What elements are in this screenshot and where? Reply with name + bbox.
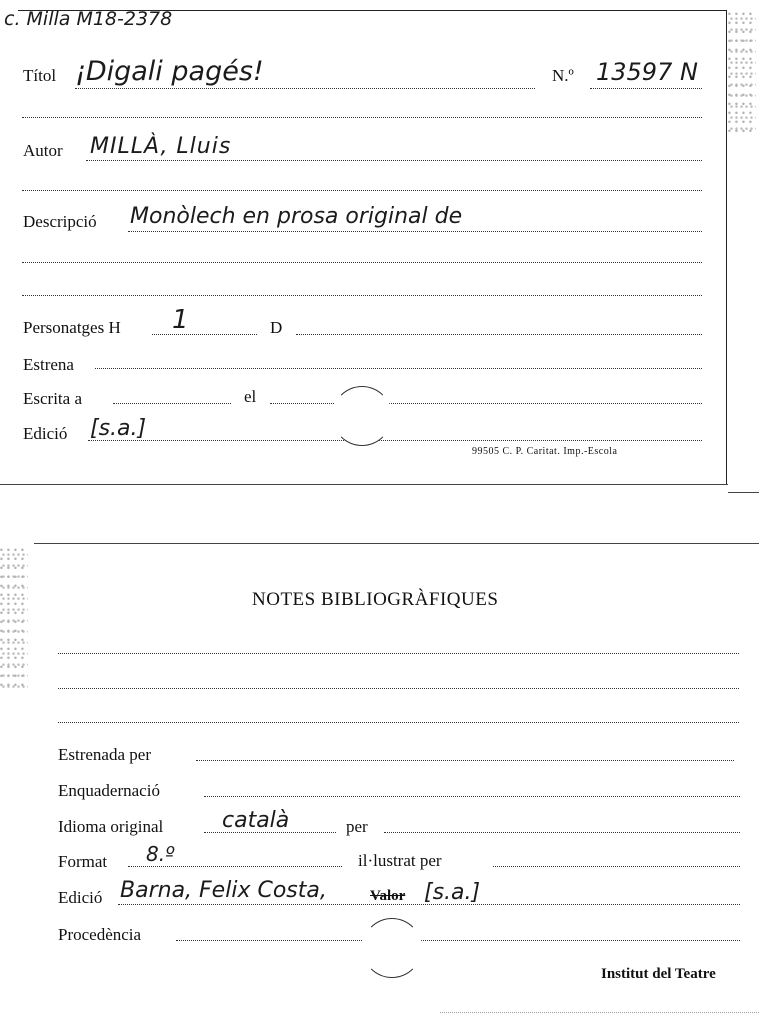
- edicio2-label: Edició: [58, 888, 103, 907]
- blank-line-1: [22, 117, 702, 118]
- blank-line-4: [22, 295, 702, 296]
- scan-noise-right: [728, 12, 756, 132]
- punch-hole-top: [332, 386, 392, 446]
- titol-line: [75, 88, 535, 89]
- per-line: [384, 832, 740, 833]
- escrita-a-line: [113, 403, 231, 404]
- edicio-line: [88, 440, 702, 441]
- card-bottom-trace: [440, 1012, 759, 1013]
- notes-line-3: [58, 722, 739, 723]
- personatges-h-value: 1: [172, 305, 189, 335]
- punch-hole-bottom: [362, 918, 422, 978]
- blank-line-2: [22, 190, 702, 191]
- procedencia-label: Procedència: [58, 925, 142, 944]
- card-bottom-top-edge: [34, 543, 759, 544]
- procedencia-line: [176, 940, 740, 941]
- personatges-h-line: [152, 334, 257, 335]
- autor-value: MILLÀ, Lluis: [90, 134, 232, 159]
- estrenada-line: [196, 760, 734, 761]
- idioma-label: Idioma original: [58, 817, 164, 836]
- descripcio-label: Descripció: [23, 212, 97, 231]
- titol-label: Títol: [23, 66, 57, 85]
- card-top-bottom-edge-2: [728, 492, 759, 493]
- format-line: [128, 866, 342, 867]
- numero-value: 13597 N: [596, 58, 698, 86]
- escrita-label: Escrita a: [23, 389, 82, 408]
- enquadernacio-line: [204, 796, 740, 797]
- personatges-label: Personatges H: [23, 318, 121, 337]
- enquadernacio-label: Enquadernació: [58, 781, 160, 800]
- notes-heading: NOTES BIBLIOGRÀFIQUES: [252, 589, 499, 610]
- estrena-label: Estrena: [23, 355, 74, 374]
- personatges-d-label: D: [270, 318, 283, 337]
- descripcio-value: Monòlech en prosa original de: [130, 204, 463, 229]
- blank-line-3: [22, 262, 702, 263]
- edicio2-extra: [s.a.]: [424, 880, 481, 905]
- call-number: c. Milla M18-2378: [4, 8, 173, 30]
- estrena-line: [95, 368, 702, 369]
- card-top-bottom-edge: [0, 484, 728, 485]
- printer-imprint: 99505 C. P. Caritat. Imp.-Escola: [472, 446, 618, 457]
- numero-line: [590, 88, 702, 89]
- scan-noise-left: [0, 548, 28, 688]
- per-label: per: [346, 817, 368, 836]
- autor-line: [86, 160, 702, 161]
- valor-label: Valor: [370, 888, 406, 904]
- autor-label: Autor: [23, 141, 63, 160]
- illustrat-line: [493, 866, 740, 867]
- titol-value: ¡Digali pagés!: [75, 56, 264, 87]
- edicio2-line: [118, 904, 740, 905]
- format-label: Format: [58, 852, 108, 871]
- idioma-value: català: [222, 808, 290, 833]
- personatges-d-line: [296, 334, 702, 335]
- format-value: 8.º: [146, 842, 175, 866]
- numero-label: N.º: [552, 66, 574, 85]
- notes-line-2: [58, 688, 739, 689]
- illustrat-label: il·lustrat per: [358, 851, 442, 870]
- descripcio-line: [128, 231, 702, 232]
- institution-stamp: Institut del Teatre: [601, 966, 716, 982]
- el-label: el: [244, 387, 257, 406]
- edicio-value: [s.a.]: [90, 416, 147, 441]
- edicio-label: Edició: [23, 424, 68, 443]
- notes-line-1: [58, 653, 739, 654]
- edicio2-value: Barna, Felix Costa,: [120, 878, 327, 903]
- estrenada-label: Estrenada per: [58, 745, 151, 764]
- idioma-line: [204, 832, 336, 833]
